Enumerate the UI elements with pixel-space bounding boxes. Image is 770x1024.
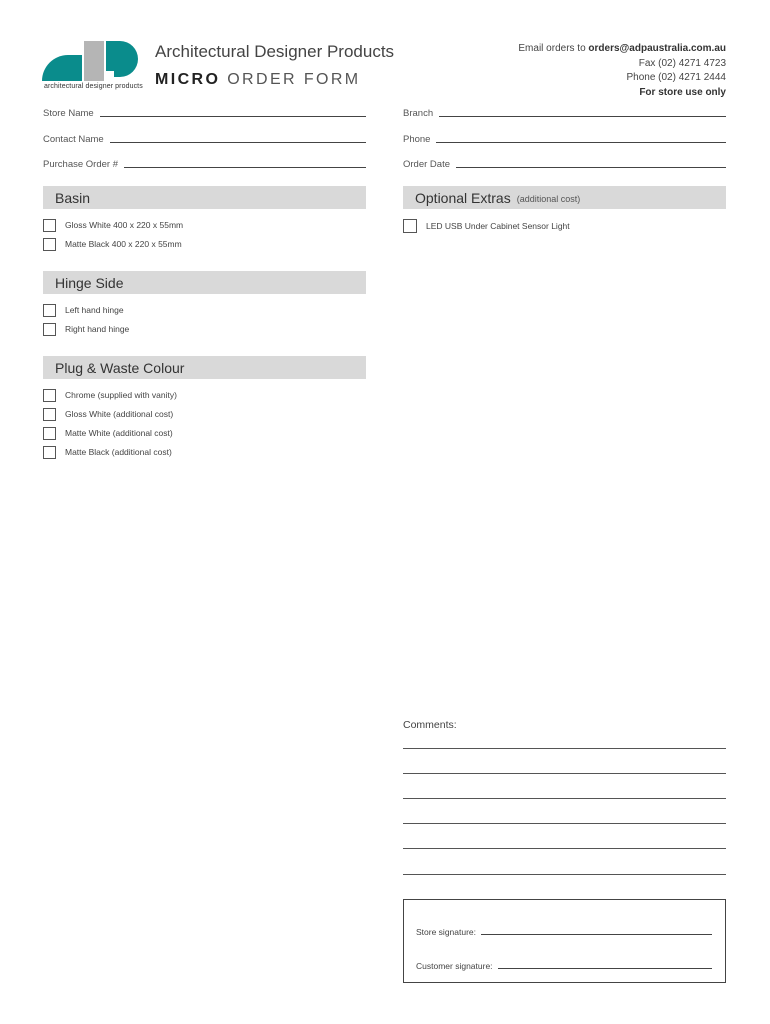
checkbox[interactable] [43,389,56,402]
option-label: Left hand hinge [65,305,124,315]
branch-field[interactable] [403,105,726,119]
contact-name-line[interactable] [110,141,366,143]
purchase-order-line[interactable] [124,166,366,168]
phone-label: Phone [403,134,431,145]
plug-option[interactable] [43,406,173,422]
store-signature-line[interactable] [481,934,712,935]
option-label: Gloss White (additional cost) [65,409,174,419]
extras-section-title: Optional Extras [415,189,511,206]
basin-section-header [43,186,366,209]
checkbox[interactable] [43,219,56,232]
store-name-line[interactable] [100,115,366,117]
comment-line[interactable] [403,773,726,774]
extras-option[interactable] [403,218,570,234]
branch-label: Branch [403,108,434,119]
option-label: Chrome (supplied with vanity) [65,390,177,400]
checkbox[interactable] [43,304,56,317]
comment-line[interactable] [403,823,726,824]
plug-section-title: Plug & Waste Colour [55,359,185,376]
logo-caption: architectural designer products [44,83,143,90]
checkbox[interactable] [43,238,56,251]
comment-line[interactable] [403,874,726,875]
phone-line[interactable] [436,141,726,143]
store-name-field[interactable] [43,105,366,119]
comment-line[interactable] [403,848,726,849]
contact-name-label: Contact Name [43,134,104,145]
checkbox[interactable] [43,446,56,459]
store-signature-label: Store signature: [416,927,477,937]
store-name-label: Store Name [43,108,94,119]
hinge-section-title: Hinge Side [55,274,124,291]
option-label: Gloss White 400 x 220 x 55mm [65,220,184,230]
comment-line[interactable] [403,798,726,799]
customer-signature-label: Customer signature: [416,961,493,971]
store-use-note: For store use only [639,86,726,98]
plug-option[interactable] [43,444,172,460]
customer-signature-field[interactable] [416,959,712,971]
hinge-section-header [43,271,366,294]
option-label: Matte Black 400 x 220 x 55mm [65,239,182,249]
form-title-bold: MICRO [155,71,221,88]
checkbox[interactable] [43,427,56,440]
option-label: LED USB Under Cabinet Sensor Light [426,221,570,231]
comments-label: Comments: [403,719,457,731]
checkbox[interactable] [43,408,56,421]
basin-section-title: Basin [55,189,91,206]
fax-number: Fax (02) 4271 4723 [638,57,726,69]
email-link[interactable]: orders@adpaustralia.com.au [588,43,726,54]
branch-line[interactable] [439,115,726,117]
email-prefix: Email orders to [518,43,589,54]
order-date-line[interactable] [456,166,726,168]
plug-section-header [43,356,366,379]
form-title [155,71,361,89]
customer-signature-line[interactable] [498,968,712,969]
phone-field[interactable] [403,131,726,145]
email-line [518,42,726,57]
contact-name-field[interactable] [43,131,366,145]
option-label: Right hand hinge [65,324,130,334]
purchase-order-field[interactable] [43,156,366,170]
contact-block [518,42,726,100]
extras-section-header [403,186,726,209]
checkbox[interactable] [43,323,56,336]
option-label: Matte White (additional cost) [65,428,173,438]
plug-option[interactable] [43,425,173,441]
option-label: Matte Black (additional cost) [65,447,172,457]
order-date-field[interactable] [403,156,726,170]
purchase-order-label: Purchase Order # [43,159,118,170]
form-title-light: ORDER FORM [227,71,361,88]
extras-section-subtitle: (additional cost) [516,194,581,204]
brand-name: Architectural Designer Products [155,42,395,61]
order-date-label: Order Date [403,159,450,170]
plug-option[interactable] [43,387,177,403]
hinge-option[interactable] [43,302,124,318]
basin-option[interactable] [43,217,183,233]
comment-line[interactable] [403,748,726,749]
hinge-option[interactable] [43,321,129,337]
checkbox[interactable] [403,219,417,233]
basin-option[interactable] [43,236,182,252]
store-signature-field[interactable] [416,925,712,937]
phone-number: Phone (02) 4271 2444 [626,72,726,83]
